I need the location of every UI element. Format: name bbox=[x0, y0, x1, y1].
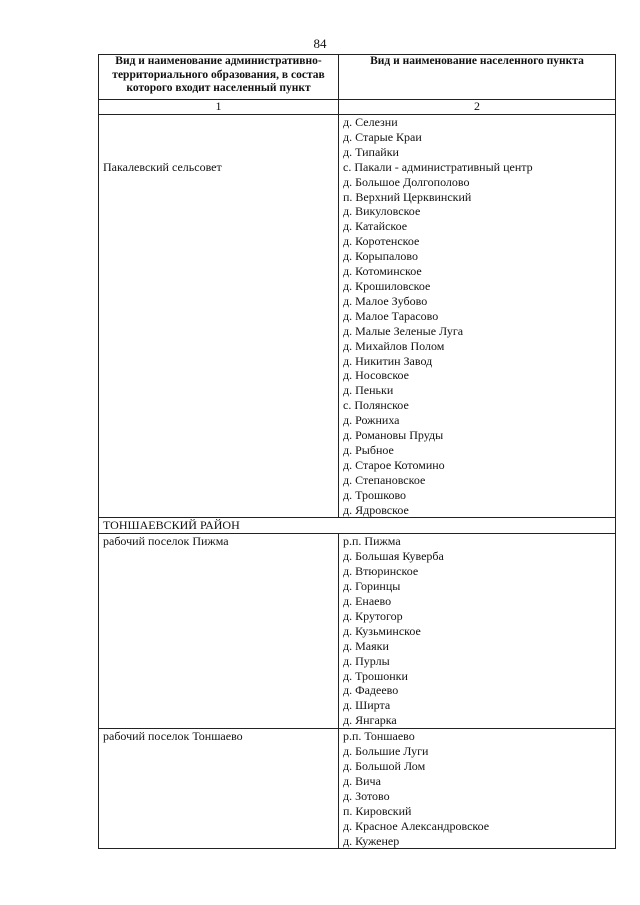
column-number-1: 1 bbox=[99, 100, 339, 115]
settlements-table bbox=[98, 54, 616, 849]
settlement-item: д. Малое Тарасово bbox=[343, 308, 439, 323]
settlement-list bbox=[339, 115, 616, 518]
settlement-item: д. Пеньки bbox=[343, 383, 394, 398]
admin-unit-name: рабочий поселок Пижма bbox=[103, 534, 229, 549]
settlement-list bbox=[339, 534, 616, 729]
settlement-item: п. Верхний Церквинский bbox=[343, 189, 472, 204]
settlement-item: д. Вича bbox=[343, 773, 381, 788]
settlement-item: д. Зотово bbox=[343, 788, 390, 803]
admin-unit-name: рабочий поселок Тоншаево bbox=[103, 729, 243, 744]
settlement-item: д. Большая Куверба bbox=[343, 549, 444, 564]
settlement-item: д. Большие Луги bbox=[343, 744, 429, 759]
region-row bbox=[99, 518, 616, 534]
settlement-item: д. Втюринское bbox=[343, 564, 419, 579]
settlement-item: д. Ширта bbox=[343, 698, 391, 713]
settlement-item: д. Пурлы bbox=[343, 653, 390, 668]
settlement-item: д. Котоминское bbox=[343, 264, 422, 279]
settlement-item: д. Ядровское bbox=[343, 502, 409, 517]
settlement-item: р.п. Пижма bbox=[343, 534, 401, 549]
admin-unit-cell bbox=[99, 729, 339, 849]
settlement-item: д. Трошонки bbox=[343, 668, 408, 683]
column-number-row bbox=[99, 100, 616, 115]
settlement-item: д. Красное Александровское bbox=[343, 818, 490, 833]
settlement-item: д. Типайки bbox=[343, 144, 399, 159]
settlement-item: д. Никитин Завод bbox=[343, 353, 433, 368]
column-number-2: 2 bbox=[339, 100, 616, 115]
settlement-list bbox=[339, 729, 616, 849]
settlement-item: д. Малое Зубово bbox=[343, 293, 428, 308]
settlement-item: д. Крошиловское bbox=[343, 278, 431, 293]
settlement-item: с. Пакали - административный центр bbox=[343, 159, 533, 174]
settlement-item: р.п. Тоншаево bbox=[343, 729, 415, 744]
settlement-item: д. Маяки bbox=[343, 638, 389, 653]
settlement-item: д. Горинцы bbox=[343, 579, 401, 594]
settlement-item: с. Полянское bbox=[343, 398, 409, 413]
settlement-item: д. Малые Зеленые Луга bbox=[343, 323, 464, 338]
table-header-row bbox=[99, 55, 616, 100]
settlement-item: д. Романовы Пруды bbox=[343, 428, 444, 443]
settlement-item: д. Старые Краи bbox=[343, 129, 422, 144]
settlement-item: д. Катайское bbox=[343, 219, 408, 234]
settlement-item: д. Михайлов Полом bbox=[343, 338, 445, 353]
settlement-item: д. Рыбное bbox=[343, 442, 394, 457]
table-row bbox=[99, 115, 616, 518]
header-admin-unit: Вид и наименование административно-территориального образования, в состав которого входит населенный пункт bbox=[99, 55, 339, 100]
settlement-item: д. Большое Долгополово bbox=[343, 174, 470, 189]
settlement-item: п. Кировский bbox=[343, 803, 412, 818]
settlement-item: д. Крутогор bbox=[343, 608, 403, 623]
settlement-item: д. Трошково bbox=[343, 487, 407, 502]
page-number: 84 bbox=[313, 36, 327, 51]
settlement-item: д. Викуловское bbox=[343, 204, 421, 219]
settlement-item: д. Янгарка bbox=[343, 713, 397, 728]
settlement-item: д. Куженер bbox=[343, 833, 400, 848]
table-row bbox=[99, 534, 616, 729]
settlement-item: д. Большой Лом bbox=[343, 758, 426, 773]
admin-unit-cell bbox=[99, 115, 339, 518]
settlement-item: д. Степановское bbox=[343, 472, 426, 487]
table-row bbox=[99, 729, 616, 849]
region-heading: ТОНШАЕВСКИЙ РАЙОН bbox=[99, 518, 616, 534]
settlement-item: д. Енаево bbox=[343, 594, 392, 608]
admin-unit-name: Пакалевский сельсовет bbox=[103, 159, 222, 174]
settlement-item: д. Селезни bbox=[343, 115, 398, 129]
settlement-item: д. Коротенское bbox=[343, 234, 420, 249]
admin-unit-cell bbox=[99, 534, 339, 729]
settlement-item: д. Фадеево bbox=[343, 683, 399, 698]
settlement-item: д. Старое Котомино bbox=[343, 457, 445, 472]
settlement-item: д. Корыпалово bbox=[343, 249, 418, 264]
settlement-item: д. Рожниха bbox=[343, 413, 400, 428]
settlement-item: д. Кузьминское bbox=[343, 623, 421, 638]
header-settlement: Вид и наименование населенного пункта bbox=[339, 55, 616, 100]
settlement-item: д. Носовское bbox=[343, 368, 410, 383]
